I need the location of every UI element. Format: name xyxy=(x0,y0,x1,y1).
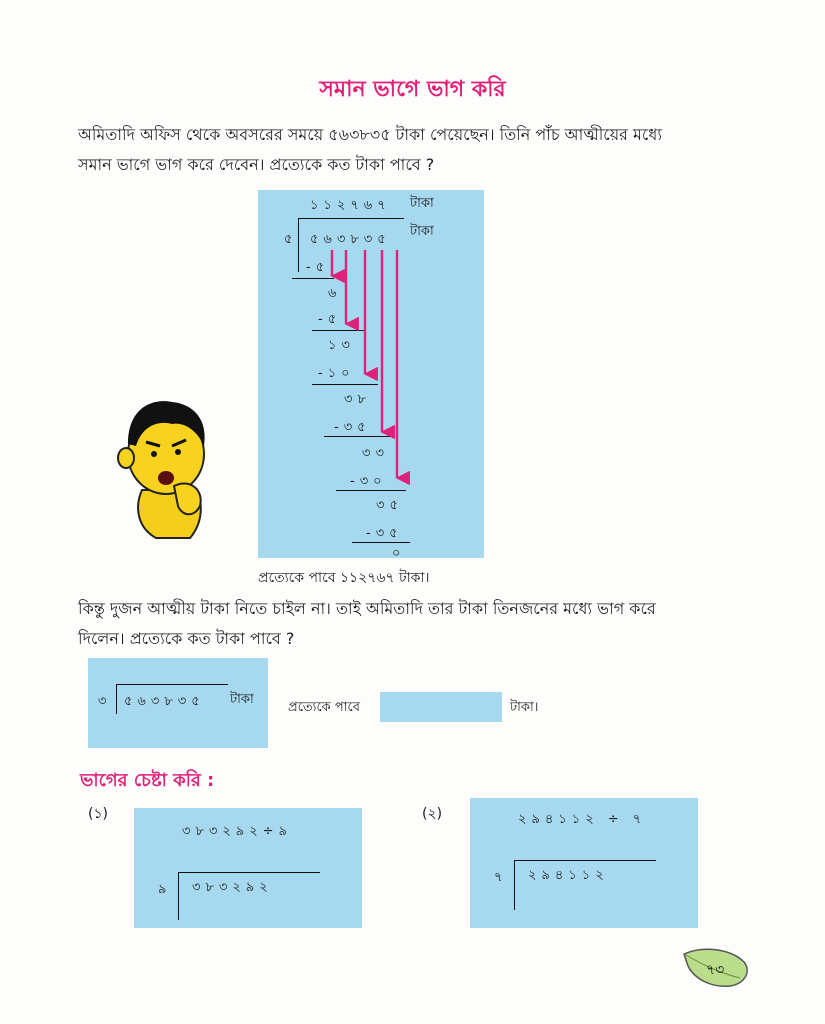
page-number: ৭৩ xyxy=(706,962,725,978)
division-1-dividend: ৫৬৩৮৩৫ xyxy=(310,232,391,247)
answer-box[interactable] xyxy=(380,692,502,722)
division-1-quotient-currency: টাকা xyxy=(410,196,434,211)
division-2-bracket-side xyxy=(116,684,117,714)
final-remainder: ০ xyxy=(392,546,406,561)
practice-2-divisor: ৭ xyxy=(494,870,503,885)
division-2-dividend: ৫৬৩৮৩৫ xyxy=(124,694,205,709)
step-1-subtract: -৫ xyxy=(306,260,330,275)
division-2-currency: টাকা xyxy=(230,692,254,707)
problem-1-line-2: সমান ভাগে ভাগ করে দেবেন। প্রত্যেকে কত টাকা পাবে ? xyxy=(78,155,435,174)
practice-1-bracket-top xyxy=(178,872,320,873)
step-3-remainder: ১৩ xyxy=(328,338,355,353)
division-1-result: প্রত্যেকে পাবে ১১২৭৬৭ টাকা। xyxy=(258,570,430,586)
page-title: সমান ভাগে ভাগ করি xyxy=(319,77,506,102)
division-1-dividend-currency: টাকা xyxy=(410,224,434,239)
answer-prefix: প্রত্যেকে পাবে xyxy=(288,700,360,715)
problem-1-text xyxy=(78,120,758,180)
practice-heading: ভাগের চেষ্টা করি : xyxy=(80,770,215,791)
step-2-subtract: -৫ xyxy=(318,312,342,327)
practice-2-label: (২) xyxy=(422,806,443,822)
practice-1-label: (১) xyxy=(88,806,109,822)
step-6-subtract: -৩৫ xyxy=(366,526,403,541)
practice-2-bracket-top xyxy=(514,860,656,861)
division-2-divisor: ৩ xyxy=(98,694,107,709)
step-6-remainder: ৩৫ xyxy=(376,498,403,513)
practice-1-bracket-side xyxy=(178,872,179,920)
answer-suffix: টাকা। xyxy=(510,700,539,715)
division-1-quotient: ১১২৭৬৭ xyxy=(310,198,391,213)
step-5-subtract: -৩০ xyxy=(350,474,387,489)
step-2-remainder: ৬ xyxy=(328,286,342,301)
step-4-subtract: -৩৫ xyxy=(334,420,371,435)
step-4-remainder: ৩৮ xyxy=(344,392,371,407)
practice-1-expression: ৩৮৩২৯২÷৯ xyxy=(182,824,293,839)
step-5-remainder: ৩৩ xyxy=(362,446,389,461)
problem-2-text xyxy=(78,594,758,654)
problem-2-line-2: দিলেন। প্রত্যেকে কত টাকা পাবে ? xyxy=(78,629,295,648)
practice-2-dividend: ২৯৪১১২ xyxy=(528,868,609,883)
practice-1-divisor: ৯ xyxy=(158,882,167,897)
problem-1-line-1: অমিতাদি অফিস থেকে অবসরের সময়ে ৫৬৩৮৩৫ টাকা পেয়েছেন। তিনি পাঁচ আত্মীয়ের মধ্যে xyxy=(78,125,662,144)
problem-2-line-1: কিন্তু দুজন আত্মীয় টাকা নিতে চাইল না। তাই অমিতাদি তার টাকা তিনজনের মধ্যে ভাগ করে xyxy=(78,599,656,618)
division-2-bracket-top xyxy=(116,684,228,685)
division-1-divisor: ৫ xyxy=(284,232,293,247)
practice-2-expression: ২৯৪১১২ ÷ ৭ xyxy=(518,812,647,827)
practice-1-dividend: ৩৮৩২৯২ xyxy=(192,880,273,895)
step-3-subtract: -১০ xyxy=(318,366,355,381)
thinking-boy-illustration xyxy=(112,394,218,540)
bring-down-arrows xyxy=(258,190,484,558)
practice-2-bracket-side xyxy=(514,860,515,910)
